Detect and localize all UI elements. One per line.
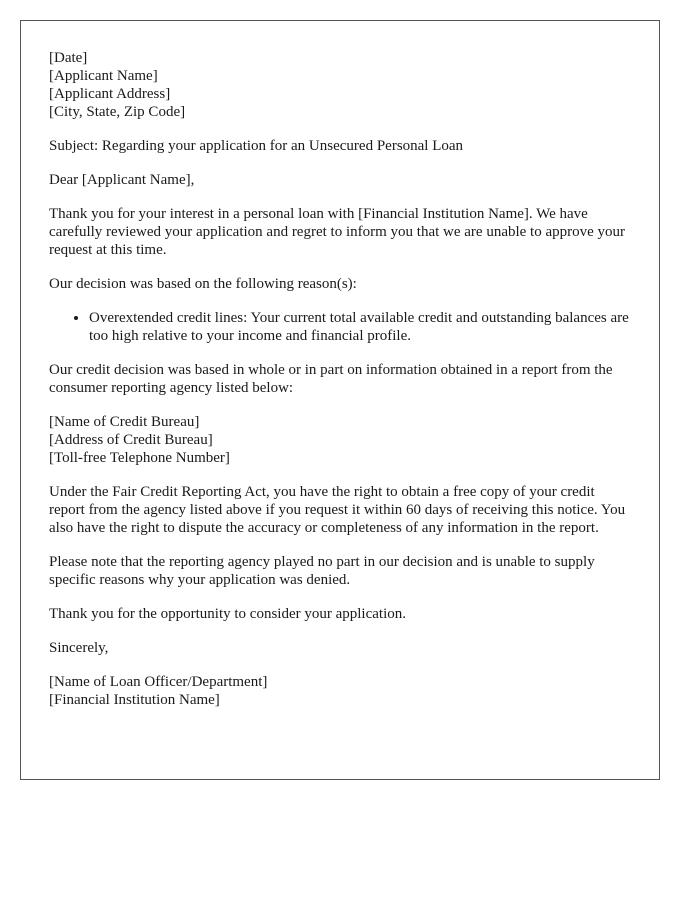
reasons-list [49,309,631,345]
thanks-paragraph: Thank you for the opportunity to consider your application. [49,606,407,622]
signature-block [49,673,631,709]
applicant-address-line: [Applicant Address] [49,86,171,102]
closing: Sincerely, [49,640,109,656]
bureau-phone-line: [Toll-free Telephone Number] [49,450,230,466]
fcra-notice-paragraph: Under the Fair Credit Reporting Act, you have the right to obtain a free copy of your credit report from the agency listed above if you request it within 60 days of receiving this notice. You also have the right to dispute the accuracy or completeness of any information in the report. [49,484,626,536]
agency-note-paragraph: Please note that the reporting agency played no part in our decision and is unable to supply specific reasons why your application was denied. [49,554,595,588]
reason-item: • Overextended credit lines: Your current total available credit and outstanding balances are too high relative to your income and financial profile. [89,309,631,345]
reasons-intro: Our decision was based on the following reason(s): [49,276,357,292]
letter [20,20,660,780]
credit-bureau-block [49,413,631,467]
institution-line: [Financial Institution Name] [49,692,220,708]
bureau-address-line: [Address of Credit Bureau] [49,432,213,448]
applicant-name-line: [Applicant Name] [49,68,158,84]
city-state-zip-line: [City, State, Zip Code] [49,104,186,120]
credit-report-paragraph: Our credit decision was based in whole or in part on information obtained in a report from the consumer reporting agency listed below: [49,362,613,396]
intro-paragraph: Thank you for your interest in a personal loan with [Financial Institution Name]. We have carefully reviewed your application and regret to inform you that we are unable to approve your request at this time. [49,206,626,258]
officer-line: [Name of Loan Officer/Department] [49,674,268,690]
bureau-name-line: [Name of Credit Bureau] [49,414,200,430]
subject-line: Subject: Regarding your application for an Unsecured Personal Loan [49,138,464,154]
salutation: Dear [Applicant Name], [49,172,195,188]
recipient-header [49,49,631,121]
date-line: [Date] [49,50,88,66]
